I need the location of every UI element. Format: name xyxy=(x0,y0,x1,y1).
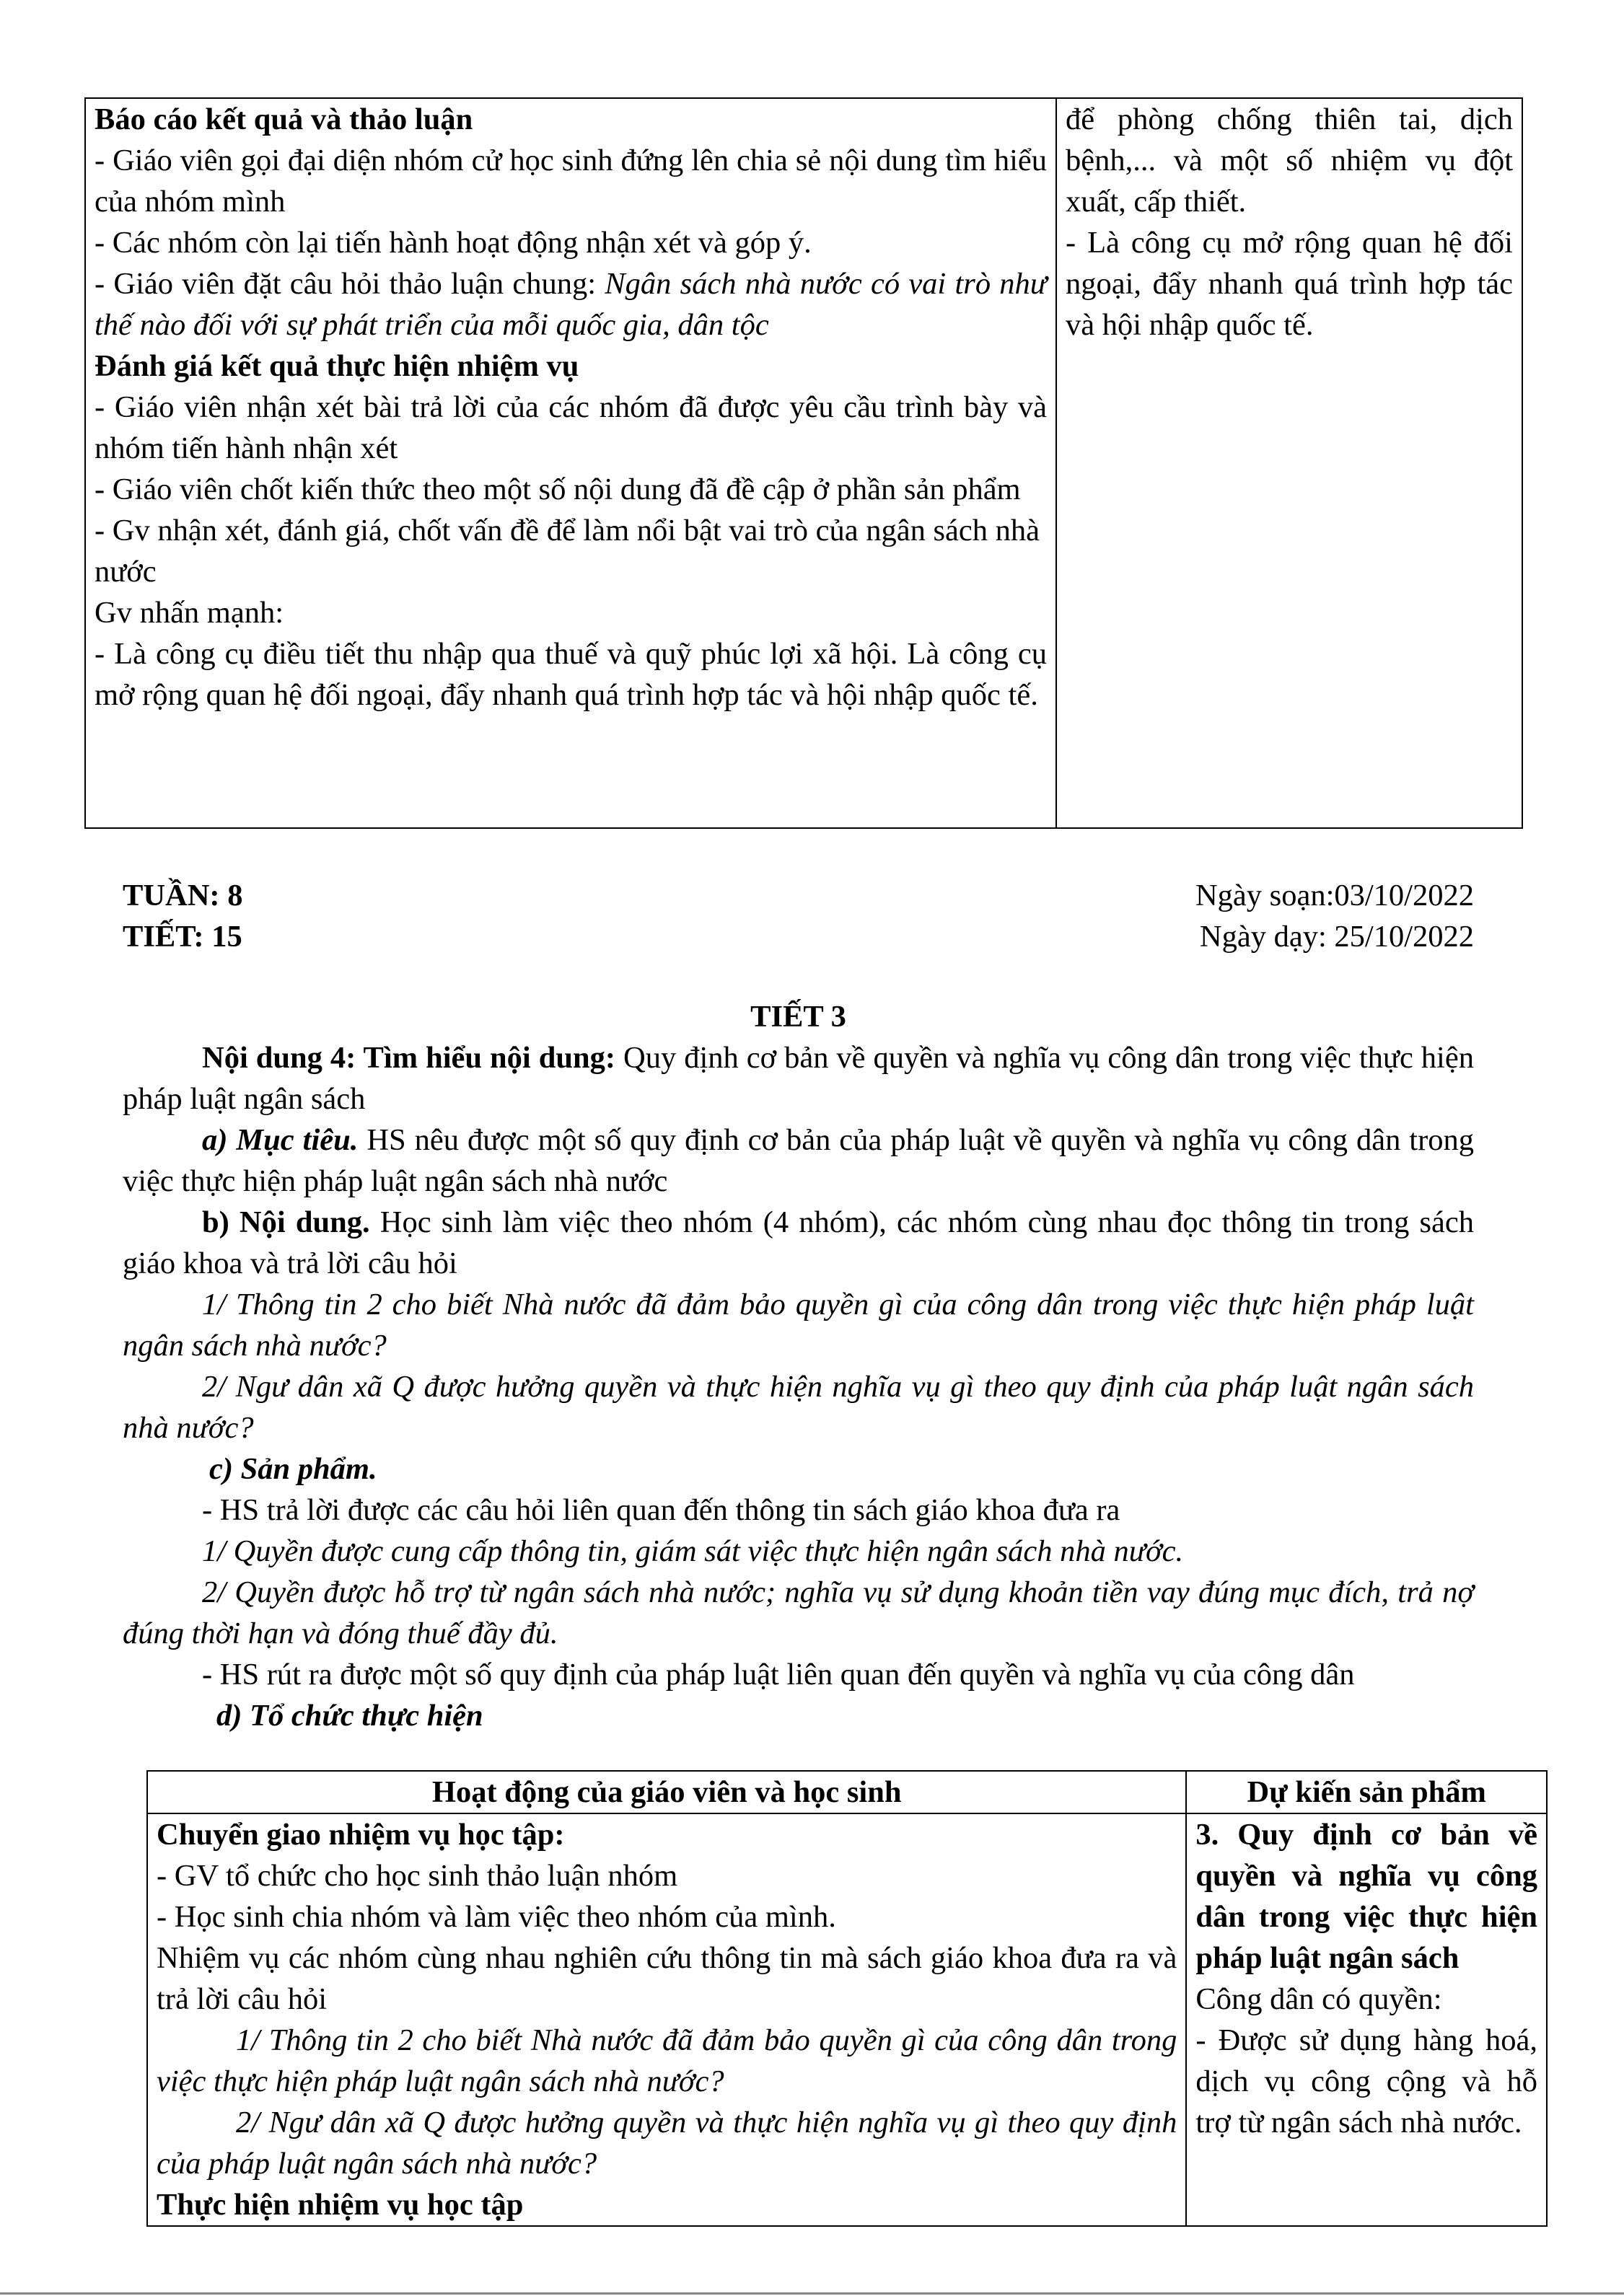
activity-cell xyxy=(147,1813,1186,2226)
product-cell xyxy=(1186,1813,1547,2226)
question-1: 1/ Thông tin 2 cho biết Nhà nước đã đảm bảo quyền gì của công dân trong việc thực hiện pháp luật ngân sách nhà nước? xyxy=(123,1288,1474,1363)
assign-heading: Chuyển giao nhiệm vụ học tập: xyxy=(157,1818,565,1852)
activity-table-continued xyxy=(84,97,1523,829)
activity-line: - Các nhóm còn lại tiến hành hoạt động nhận xét và góp ý. xyxy=(95,226,812,260)
expected-product-cell xyxy=(1056,98,1522,828)
product-item: 1/ Quyền được cung cấp thông tin, giám sát việc thực hiện ngân sách nhà nước. xyxy=(202,1534,1184,1568)
activity-line: - Giáo viên nhận xét bài trả lời của các nhóm đã được yêu cầu trình bày và nhóm tiến hành nhận xét xyxy=(95,390,1047,465)
product-line: - Được sử dụng hàng hoá, dịch vụ công cộng và hỗ trợ từ ngân sách nhà nước. xyxy=(1195,2023,1537,2139)
week-label: TUẦN: 8 xyxy=(123,879,243,912)
activity-line: - Học sinh chia nhóm và làm việc theo nhóm của mình. xyxy=(157,1900,836,1934)
product-item: - HS rút ra được một số quy định của pháp luật liên quan đến quyền và nghĩa vụ của công dân xyxy=(202,1658,1355,1692)
perform-heading: Thực hiện nhiệm vụ học tập xyxy=(157,2188,524,2222)
activity-line: Gv nhấn mạnh: xyxy=(95,596,284,630)
activity-line: Nhiệm vụ các nhóm cùng nhau nghiên cứu thông tin mà sách giáo khoa đưa ra và trả lời câu hỏi xyxy=(157,1941,1177,2016)
header-product: Dự kiến sản phẩm xyxy=(1186,1771,1547,1813)
activity-line: - Giáo viên chốt kiến thức theo một số nội dung đã đề cập ở phần sản phẩm xyxy=(95,472,1021,506)
activity-line: - GV tổ chức cho học sinh thảo luận nhóm xyxy=(157,1859,678,1893)
product-line: Công dân có quyền: xyxy=(1195,1982,1442,2016)
activity-line: - Gv nhận xét, đánh giá, chốt vấn đề để làm nổi bật vai trò của ngân sách nhà nước xyxy=(95,514,1040,589)
header-activity: Hoạt động của giáo viên và học sinh xyxy=(147,1771,1186,1813)
lesson-body xyxy=(123,996,1474,1736)
lesson-title: TIẾT 3 xyxy=(750,1000,846,1034)
activity-table xyxy=(146,1770,1548,2227)
activity-question-2: 2/ Ngư dân xã Q được hưởng quyền và thực hiện nghĩa vụ gì theo quy định của pháp luật ngân sách nhà nước? xyxy=(157,2106,1177,2181)
activity-line: - Là công cụ điều tiết thu nhập qua thuế và quỹ phúc lợi xã hội. Là công cụ mở rộng quan hệ đối ngoại, đẩy nhanh quá trình hợp tác và hội nhập quốc tế. xyxy=(95,637,1047,712)
evaluation-heading: Đánh giá kết quả thực hiện nhiệm vụ xyxy=(95,349,579,383)
objective: a) Mục tiêu. HS nêu được một số quy định cơ bản của pháp luật về quyền và nghĩa vụ công dân trong việc thực hiện pháp luật ngân sách nhà nước xyxy=(123,1123,1474,1198)
product-heading: c) Sản phẩm. xyxy=(209,1452,377,1486)
scan-edge-line xyxy=(0,2292,1624,2295)
activity-line: - Giáo viên gọi đại diện nhóm cử học sinh đứng lên chia sẻ nội dung tìm hiểu của nhóm mình xyxy=(95,144,1047,219)
product-heading-3: 3. Quy định cơ bản về quyền và nghĩa vụ công dân trong việc thực hiện pháp luật ngân sách xyxy=(1195,1818,1537,1975)
teach-date: Ngày dạy: 25/10/2022 xyxy=(1199,920,1474,954)
teacher-student-activity-cell xyxy=(85,98,1056,828)
product-item: - HS trả lời được các câu hỏi liên quan đến thông tin sách giáo khoa đưa ra xyxy=(202,1493,1120,1527)
product-line: để phòng chống thiên tai, dịch bệnh,... và một số nhiệm vụ đột xuất, cấp thiết. xyxy=(1066,102,1513,219)
organize-heading: d) Tổ chức thực hiện xyxy=(216,1699,483,1733)
period-label: TIẾT: 15 xyxy=(123,920,242,954)
content: b) Nội dung. Học sinh làm việc theo nhóm (4 nhóm), các nhóm cùng nhau đọc thông tin trong sách giáo khoa và trả lời câu hỏi xyxy=(123,1205,1474,1280)
activity-question-1: 1/ Thông tin 2 cho biết Nhà nước đã đảm bảo quyền gì của công dân trong việc thực hiện pháp luật ngân sách nhà nước? xyxy=(157,2023,1177,2098)
discussion-question: - Giáo viên đặt câu hỏi thảo luận chung: Ngân sách nhà nước có vai trò như thế nào đối với sự phát triển của mỗi quốc gia, dân tộc xyxy=(95,267,1047,342)
report-heading: Báo cáo kết quả và thảo luận xyxy=(95,102,473,136)
question-2: 2/ Ngư dân xã Q được hưởng quyền và thực hiện nghĩa vụ gì theo quy định của pháp luật ngân sách nhà nước? xyxy=(123,1370,1474,1445)
content-4: Nội dung 4: Tìm hiểu nội dung: Quy định cơ bản về quyền và nghĩa vụ công dân trong việc thực hiện pháp luật ngân sách xyxy=(123,1041,1474,1116)
product-line: - Là công cụ mở rộng quan hệ đối ngoại, đẩy nhanh quá trình hợp tác và hội nhập quốc tế. xyxy=(1066,226,1513,342)
product-item: 2/ Quyền được hỗ trợ từ ngân sách nhà nước; nghĩa vụ sử dụng khoản tiền vay đúng mục đích, trả nợ đúng thời hạn và đóng thuế đầy đủ. xyxy=(123,1575,1474,1650)
prep-date: Ngày soạn:03/10/2022 xyxy=(1195,879,1474,912)
